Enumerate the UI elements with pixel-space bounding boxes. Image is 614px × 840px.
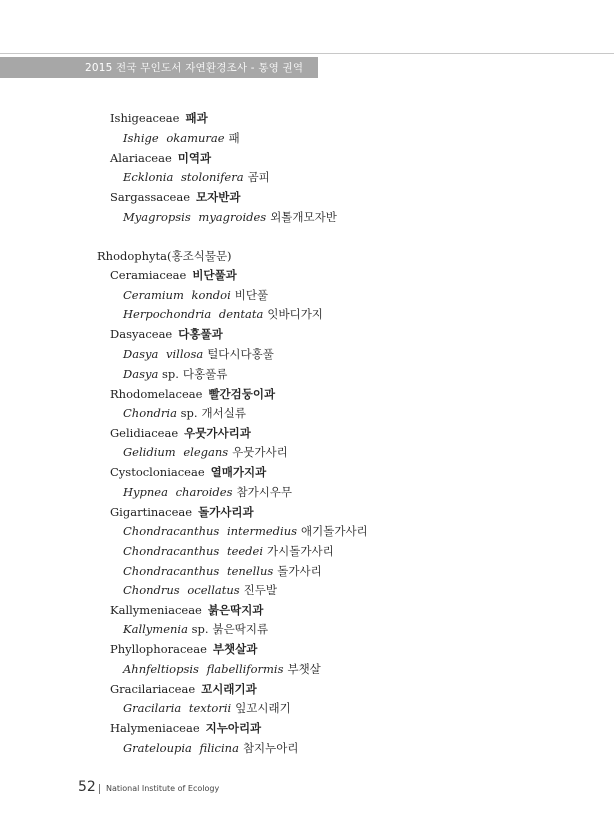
family-scientific-name: Gracilariaceae xyxy=(110,682,196,696)
species-entry xyxy=(123,366,227,382)
family-korean-name: 비단풀과 xyxy=(192,268,237,282)
species-qualifier: sp. xyxy=(176,406,198,420)
footer-institute: National Institute of Ecology xyxy=(106,784,220,793)
species-korean-name: 곰피 xyxy=(247,170,270,184)
species-scientific-name: Chondria xyxy=(123,406,177,420)
species-korean-name: 외톨개모자반 xyxy=(270,210,337,224)
species-entry xyxy=(123,287,268,303)
family-scientific-name: Sargassaceae xyxy=(110,190,191,204)
page-number: 52 xyxy=(78,779,96,795)
species-scientific-name: Chondrus ocellatus xyxy=(123,583,240,597)
species-entry xyxy=(123,621,268,637)
family-korean-name: 지누아리과 xyxy=(205,721,262,735)
family-entry xyxy=(110,267,237,283)
species-entry xyxy=(123,543,334,559)
family-entry xyxy=(110,464,266,480)
species-scientific-name: Myagropsis myagroides xyxy=(123,210,267,224)
family-korean-name: 패과 xyxy=(185,111,208,125)
species-korean-name: 우뭇가사리 xyxy=(232,445,288,459)
header-rule xyxy=(0,53,614,54)
family-korean-name: 모자반과 xyxy=(196,190,241,204)
species-qualifier: sp. xyxy=(187,622,209,636)
family-entry xyxy=(110,189,240,205)
species-korean-name: 참지누아리 xyxy=(242,741,299,755)
species-entry xyxy=(123,306,323,322)
species-scientific-name: Herpochondria dentata xyxy=(123,307,264,321)
species-korean-name: 애기돌가사리 xyxy=(301,524,368,538)
running-header-title: 2015 전국 무인도서 자연환경조사 - 통영 권역 xyxy=(85,62,304,74)
species-entry xyxy=(123,484,292,500)
species-entry xyxy=(123,405,246,421)
family-entry xyxy=(110,720,261,736)
family-scientific-name: Cystocloniaceae xyxy=(110,465,205,479)
species-korean-name: 돌가사리 xyxy=(277,564,322,578)
species-entry xyxy=(123,700,291,716)
species-korean-name: 참가시우무 xyxy=(236,485,293,499)
family-entry xyxy=(110,386,275,402)
species-korean-name: 패 xyxy=(228,131,240,145)
species-entry xyxy=(123,346,274,362)
species-scientific-name: Chondracanthus tenellus xyxy=(123,564,274,578)
species-entry xyxy=(123,661,321,677)
species-scientific-name: Ishige okamurae xyxy=(123,131,225,145)
species-korean-name: 가시돌가사리 xyxy=(267,544,334,558)
species-entry xyxy=(123,582,277,598)
species-entry xyxy=(123,523,368,539)
species-scientific-name: Gelidium elegans xyxy=(123,445,229,459)
family-scientific-name: Rhodomelaceae xyxy=(110,387,203,401)
family-scientific-name: Halymeniaceae xyxy=(110,721,200,735)
division-heading: Rhodophyta(홍조식물문) xyxy=(97,249,232,263)
family-korean-name: 빨간검둥이과 xyxy=(208,387,276,401)
species-scientific-name: Kallymenia xyxy=(123,622,188,636)
species-scientific-name: Hypnea charoides xyxy=(123,485,233,499)
species-korean-name: 잇바디가지 xyxy=(267,307,323,321)
species-korean-name: 부챗살 xyxy=(287,662,321,676)
family-scientific-name: Dasyaceae xyxy=(110,327,173,341)
species-scientific-name: Chondracanthus teedei xyxy=(123,544,264,558)
family-entry xyxy=(110,326,223,342)
species-scientific-name: Dasya villosa xyxy=(123,347,204,361)
family-korean-name: 열매가지과 xyxy=(210,465,267,479)
species-scientific-name: Ahnfeltiopsis flabelliformis xyxy=(123,662,284,676)
species-korean-name: 붉은딱지류 xyxy=(212,622,269,636)
species-korean-name: 비단풀 xyxy=(234,288,269,302)
family-entry xyxy=(110,425,251,441)
species-scientific-name: Chondracanthus intermedius xyxy=(123,524,298,538)
family-scientific-name: Phyllophoraceae xyxy=(110,642,207,656)
species-korean-name: 잎꼬시래기 xyxy=(235,701,291,715)
species-entry xyxy=(123,169,270,185)
family-scientific-name: Ishigeaceae xyxy=(110,111,180,125)
family-scientific-name: Gelidiaceae xyxy=(110,426,179,440)
family-entry xyxy=(110,110,208,126)
species-entry xyxy=(123,563,322,579)
family-entry xyxy=(110,150,211,166)
species-entry xyxy=(123,740,298,756)
family-korean-name: 꼬시래기과 xyxy=(201,682,257,696)
family-scientific-name: Alariaceae xyxy=(110,151,172,165)
species-entry xyxy=(123,444,288,460)
family-korean-name: 돌가사리과 xyxy=(198,505,254,519)
family-korean-name: 부챗살과 xyxy=(212,642,258,656)
species-scientific-name: Gracilaria textorii xyxy=(123,701,232,715)
family-korean-name: 붉은딱지과 xyxy=(207,603,264,617)
family-entry xyxy=(110,681,257,697)
species-scientific-name: Grateloupia filicina xyxy=(123,741,239,755)
family-entry xyxy=(110,602,263,618)
family-scientific-name: Ceramiaceae xyxy=(110,268,187,282)
family-entry xyxy=(110,641,257,657)
family-korean-name: 다홍풀과 xyxy=(178,327,223,341)
family-scientific-name: Gigartinaceae xyxy=(110,505,193,519)
species-entry xyxy=(123,209,337,225)
footer-separator xyxy=(99,784,100,794)
family-scientific-name: Kallymeniaceae xyxy=(110,603,202,617)
species-qualifier: sp. xyxy=(158,367,179,381)
species-korean-name: 진두발 xyxy=(243,583,277,597)
species-entry xyxy=(123,130,240,146)
species-korean-name: 다홍풀류 xyxy=(182,367,228,381)
species-korean-name: 개서실류 xyxy=(201,406,246,420)
family-entry xyxy=(110,504,254,520)
species-scientific-name: Ceramium kondoi xyxy=(123,288,231,302)
species-scientific-name: Ecklonia stolonifera xyxy=(123,170,244,184)
family-korean-name: 우뭇가사리과 xyxy=(184,426,251,440)
family-korean-name: 미역과 xyxy=(177,151,212,165)
species-scientific-name: Dasya xyxy=(123,367,159,381)
species-korean-name: 털다시다홍풀 xyxy=(207,347,274,361)
